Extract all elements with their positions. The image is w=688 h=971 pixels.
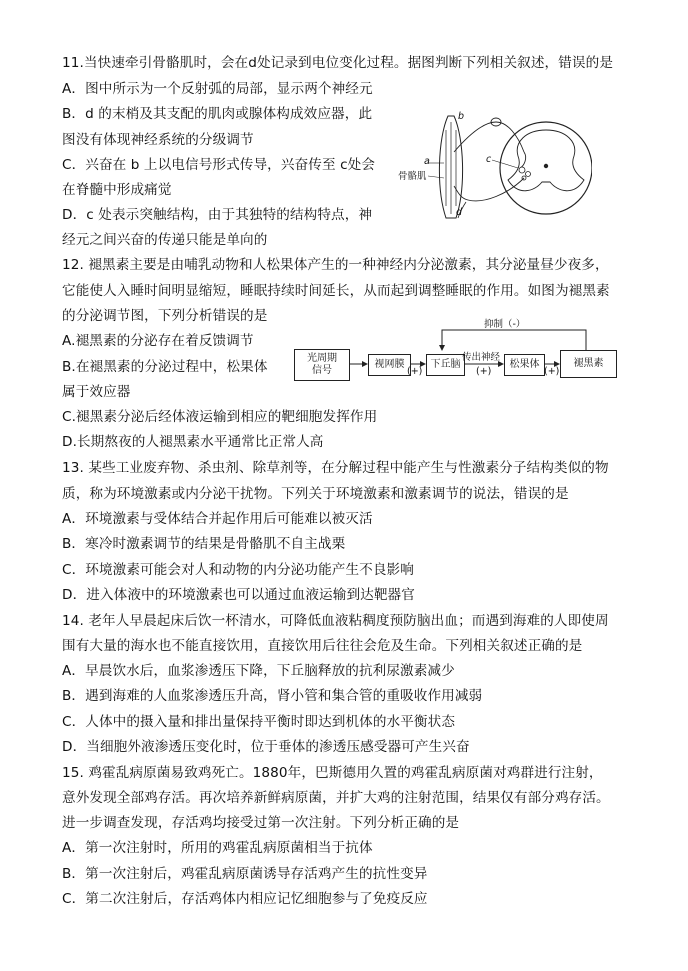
q13-option-a: A．环境激素与受体结合并起作用后可能难以被灭活 [62,511,373,527]
q14-option-b: B．遇到海难的人血浆渗透压升高，肾小管和集合管的重吸收作用减弱 [62,688,483,704]
q12-option-d: D.长期熬夜的人褪黑素水平通常比正常人高 [62,434,324,450]
q13-option-c: C．环境激素可能会对人和动物的内分泌功能产生不良影响 [62,562,414,578]
q12-option-b: B.在褪黑素的分泌过程中，松果体 [62,359,268,375]
figure-label-a: a [424,156,430,167]
box-retina [368,354,411,376]
box-melatonin [560,350,617,378]
q14-stem-2: 围有大量的海水也不能直接饮用，直接饮用后往往会危及生命。下列相关叙述正确的是 [62,638,583,654]
q11-option-c-cont: 在脊髓中形成痛觉 [62,182,172,198]
efferent-nerve-label: 传出神经 [462,352,501,363]
pineal-label: 松果体 [509,359,540,370]
melatonin-label: 褪黑素 [573,358,604,369]
q13-stem-1: 13. 某些工业废弃物、杀虫剂、除草剂等，在分解过程中能产生与性激素分子结构类似的物 [62,460,609,476]
q15-option-b: B．第一次注射后，鸡霍乱病原菌诱导存活鸡产生的抗性变异 [62,866,428,882]
q11-option-a: A．图中所示为一个反射弧的局部，显示两个神经元 [62,81,373,97]
q15-stem-2: 意外发现全部鸡存活。再次培养新鲜病原菌，并扩大鸡的注射范围，结果仅有部分鸡存活。 [62,790,610,806]
q13-stem-2: 质，称为环境激素或内分泌干扰物。下列关于环境激素和激素调节的说法，错误的是 [62,486,569,502]
light-signal-label: 光周期信号 [307,353,337,376]
q14-stem-1: 14. 老年人早晨起床后饮一杯清水，可降低血液粘稠度预防脑出血；而遇到海难的人即使周 [62,613,609,629]
figure-label-b: b [458,111,465,122]
q13-option-b: B．寒冷时激素调节的结果是骨骼肌不自主战栗 [62,536,346,552]
figure-label-c: c [486,154,492,165]
q12-option-a: A.褪黑素的分泌存在着反馈调节 [62,333,254,349]
q11-option-d-cont: 经元之间兴奋的传递只能是单向的 [62,232,268,248]
plus-label-3: (+) [544,366,560,377]
figure-label-muscle: 骨骼肌 [398,171,427,182]
q12-stem-2: 它能使人入睡时间明显缩短，睡眠持续时间延长，从而起到调整睡眠的作用。如图为褪黑素 [62,283,610,299]
q14-option-c: C．人体中的摄入量和排出量保持平衡时即达到机体的水平衡状态 [62,714,456,730]
q12-stem-3: 的分泌调节图，下列分析错误的是 [62,308,268,324]
q13-option-d: D．进入体液中的环境激素也可以通过血液运输到达靶器官 [62,587,415,603]
q15-option-a: A．第一次注射时，所用的鸡霍乱病原菌相当于抗体 [62,840,373,856]
inhibit-label: 抑制（-） [484,319,526,330]
plus-label-2: (+) [476,366,492,377]
q11-option-b-cont: 图没有体现神经系统的分级调节 [62,132,254,148]
q14-option-a: A．早晨饮水后，血浆渗透压下降，下丘脑释放的抗利尿激素减少 [62,663,455,679]
q15-stem-3: 进一步调查发现，存活鸡均接受过第一次注射。下列分析正确的是 [62,815,460,831]
q12-stem-1: 12. 褪黑素主要是由哺乳动物和人松果体产生的一种神经内分泌激素，其分泌量昼少夜多， [62,257,609,273]
retina-label: 视网膜 [374,359,405,370]
box-light-signal [294,349,350,381]
q12-option-c: C.褪黑素分泌后经体液运输到相应的靶细胞发挥作用 [62,409,378,425]
q12-option-b-cont: 属于效应器 [62,384,131,400]
hypothalamus-label: 下丘脑 [430,359,461,370]
q15-stem-1: 15. 鸡霍乱病原菌易致鸡死亡。1880年，巴斯德用久置的鸡霍乱病原菌对鸡群进行注射， [62,765,603,781]
figure-label-d: d [456,207,463,218]
box-pineal [504,354,545,376]
q11-option-d: D．c 处表示突触结构，由于其独特的结构特点，神 [62,207,373,223]
plus-label-1: (+) [407,366,423,377]
q14-option-d: D．当细胞外液渗透压变化时，位于垂体的渗透压感受器可产生兴奋 [62,739,470,755]
q11-option-b: B．d 的末梢及其支配的肌肉或腺体构成效应器，此 [62,106,373,122]
q15-option-c: C．第二次注射后，存活鸡体内相应记忆细胞参与了免疫反应 [62,891,428,907]
box-hypothalamus [426,354,465,376]
q11-stem: 11.当快速牵引骨骼肌时，会在d处记录到电位变化过程。据图判断下列相关叙述，错误的是 [62,55,614,71]
q11-option-c: C．兴奋在 b 上以电信号形式传导，兴奋传至 c处会 [62,157,376,173]
